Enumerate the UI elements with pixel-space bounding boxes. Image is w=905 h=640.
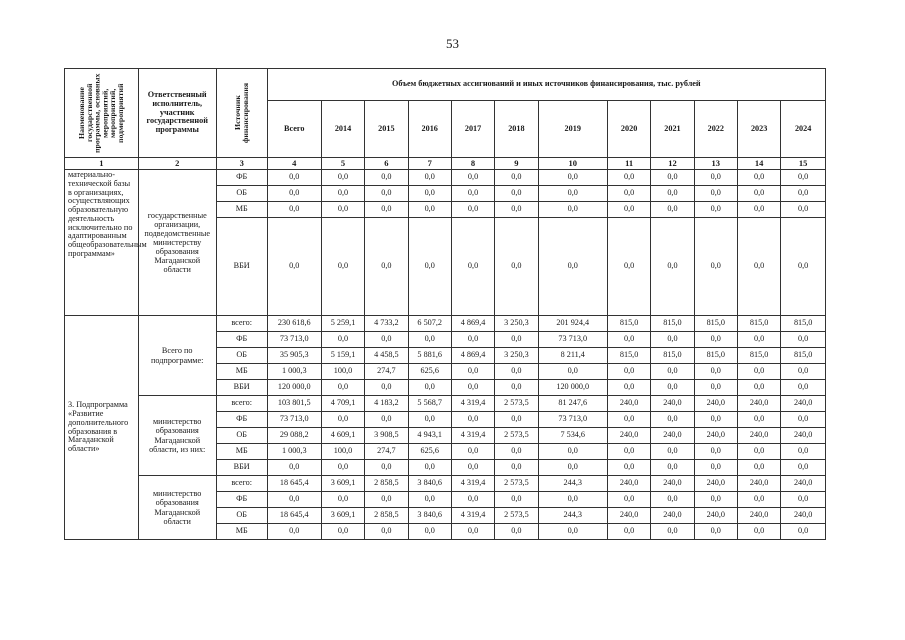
value-cell: 0,0 [737, 332, 780, 348]
value-cell: 0,0 [781, 202, 826, 218]
activity-name: материально-технической базы в организациях, осуществляющих образовательную деятельность исключительно по адаптированным общеобразовательным программам» [65, 170, 139, 316]
value-cell: 244,3 [538, 476, 607, 492]
value-cell: 0,0 [451, 218, 494, 316]
value-cell: 0,0 [607, 332, 650, 348]
column-number: 7 [408, 158, 451, 170]
value-cell: 8 211,4 [538, 348, 607, 364]
value-cell: 0,0 [451, 364, 494, 380]
value-cell: 0,0 [267, 202, 321, 218]
value-cell: 3 840,6 [408, 508, 451, 524]
value-cell: 240,0 [694, 476, 737, 492]
funding-source: всего: [216, 396, 267, 412]
value-cell: 0,0 [781, 380, 826, 396]
value-cell: 5 881,6 [408, 348, 451, 364]
value-cell: 0,0 [651, 380, 694, 396]
value-cell: 0,0 [694, 170, 737, 186]
value-cell: 0,0 [737, 444, 780, 460]
value-cell: 0,0 [321, 412, 364, 428]
value-cell: 0,0 [365, 492, 408, 508]
value-cell: 7 534,6 [538, 428, 607, 444]
value-cell: 0,0 [538, 444, 607, 460]
value-cell: 0,0 [365, 380, 408, 396]
value-cell: 2 858,5 [365, 476, 408, 492]
value-cell: 3 609,1 [321, 476, 364, 492]
value-cell: 0,0 [781, 186, 826, 202]
value-cell: 815,0 [781, 316, 826, 332]
value-cell: 0,0 [651, 460, 694, 476]
table-row [65, 396, 826, 412]
column-number: 1 [65, 158, 139, 170]
column-number: 3 [216, 158, 267, 170]
value-cell: 0,0 [737, 492, 780, 508]
value-cell: 4 609,1 [321, 428, 364, 444]
value-cell: 103 801,5 [267, 396, 321, 412]
value-cell: 0,0 [495, 332, 538, 348]
value-cell: 815,0 [607, 316, 650, 332]
header-year-2017: 2017 [451, 101, 494, 158]
table-row [65, 316, 826, 332]
value-cell: 2 858,5 [365, 508, 408, 524]
value-cell: 0,0 [408, 380, 451, 396]
value-cell: 0,0 [781, 332, 826, 348]
value-cell: 3 840,6 [408, 476, 451, 492]
value-cell: 0,0 [538, 202, 607, 218]
value-cell: 0,0 [267, 460, 321, 476]
value-cell: 0,0 [694, 332, 737, 348]
value-cell: 625,6 [408, 444, 451, 460]
value-cell: 100,0 [321, 444, 364, 460]
value-cell: 0,0 [408, 170, 451, 186]
header-total: Всего [267, 101, 321, 158]
value-cell: 120 000,0 [267, 380, 321, 396]
value-cell: 240,0 [737, 476, 780, 492]
value-cell: 0,0 [451, 380, 494, 396]
value-cell: 0,0 [737, 218, 780, 316]
value-cell: 815,0 [607, 348, 650, 364]
header-year-2022: 2022 [694, 101, 737, 158]
header-year-2024: 2024 [781, 101, 826, 158]
value-cell: 2 573,5 [495, 508, 538, 524]
header-year-2020: 2020 [607, 101, 650, 158]
value-cell: 0,0 [651, 186, 694, 202]
value-cell: 0,0 [365, 524, 408, 540]
value-cell: 6 507,2 [408, 316, 451, 332]
value-cell: 0,0 [538, 218, 607, 316]
funding-source: ФБ [216, 412, 267, 428]
funding-source: ОБ [216, 186, 267, 202]
value-cell: 0,0 [607, 460, 650, 476]
value-cell: 0,0 [538, 364, 607, 380]
value-cell: 0,0 [781, 170, 826, 186]
responsible-executor: министерство образования Магаданской области, из них: [138, 396, 216, 476]
value-cell: 0,0 [651, 170, 694, 186]
value-cell: 0,0 [451, 492, 494, 508]
funding-source: ВБИ [216, 218, 267, 316]
value-cell: 0,0 [781, 412, 826, 428]
funding-source: ОБ [216, 428, 267, 444]
value-cell: 0,0 [495, 412, 538, 428]
page-number: 53 [446, 36, 459, 51]
value-cell: 0,0 [495, 380, 538, 396]
value-cell: 815,0 [694, 316, 737, 332]
value-cell: 0,0 [607, 444, 650, 460]
value-cell: 18 645,4 [267, 476, 321, 492]
value-cell: 0,0 [495, 170, 538, 186]
value-cell: 0,0 [408, 186, 451, 202]
value-cell: 0,0 [737, 380, 780, 396]
value-cell: 4 943,1 [408, 428, 451, 444]
value-cell: 4 458,5 [365, 348, 408, 364]
funding-source: всего: [216, 316, 267, 332]
funding-source: ВБИ [216, 460, 267, 476]
value-cell: 4 709,1 [321, 396, 364, 412]
value-cell: 0,0 [365, 460, 408, 476]
value-cell: 240,0 [607, 428, 650, 444]
subprogram-name: 3. Подпрограмма «Развитие дополнительного образования в Магаданской области» [65, 316, 139, 540]
value-cell: 0,0 [495, 460, 538, 476]
header-year-2023: 2023 [737, 101, 780, 158]
value-cell: 5 568,7 [408, 396, 451, 412]
value-cell: 0,0 [451, 332, 494, 348]
value-cell: 0,0 [651, 332, 694, 348]
value-cell: 0,0 [538, 170, 607, 186]
header-source-col: Источник финансирования [216, 69, 267, 158]
value-cell: 274,7 [365, 364, 408, 380]
table-row [65, 170, 826, 186]
value-cell: 2 573,5 [495, 476, 538, 492]
value-cell: 0,0 [451, 524, 494, 540]
value-cell: 230 618,6 [267, 316, 321, 332]
value-cell: 3 250,3 [495, 348, 538, 364]
value-cell: 0,0 [451, 202, 494, 218]
value-cell: 0,0 [651, 412, 694, 428]
column-number: 14 [737, 158, 780, 170]
value-cell: 73 713,0 [267, 412, 321, 428]
funding-source: МБ [216, 444, 267, 460]
value-cell: 0,0 [365, 186, 408, 202]
value-cell: 240,0 [694, 396, 737, 412]
value-cell: 0,0 [607, 380, 650, 396]
value-cell: 0,0 [451, 170, 494, 186]
value-cell: 0,0 [321, 380, 364, 396]
value-cell: 0,0 [538, 460, 607, 476]
value-cell: 3 908,5 [365, 428, 408, 444]
value-cell: 0,0 [538, 492, 607, 508]
value-cell: 240,0 [694, 508, 737, 524]
value-cell: 240,0 [651, 508, 694, 524]
value-cell: 3 609,1 [321, 508, 364, 524]
value-cell: 0,0 [495, 524, 538, 540]
header-year-2015: 2015 [365, 101, 408, 158]
value-cell: 4 869,4 [451, 316, 494, 332]
value-cell: 3 250,3 [495, 316, 538, 332]
value-cell: 0,0 [321, 460, 364, 476]
funding-source: ФБ [216, 170, 267, 186]
value-cell: 0,0 [607, 170, 650, 186]
value-cell: 4 733,2 [365, 316, 408, 332]
value-cell: 0,0 [694, 380, 737, 396]
value-cell: 240,0 [737, 508, 780, 524]
column-number: 6 [365, 158, 408, 170]
column-number: 12 [651, 158, 694, 170]
value-cell: 0,0 [781, 460, 826, 476]
funding-source: ВБИ [216, 380, 267, 396]
value-cell: 0,0 [694, 186, 737, 202]
funding-source: ФБ [216, 332, 267, 348]
value-cell: 0,0 [451, 412, 494, 428]
value-cell: 18 645,4 [267, 508, 321, 524]
header-volume: Объем бюджетных ассигнований и иных источников финансирования, тыс. рублей [267, 69, 825, 101]
column-number: 13 [694, 158, 737, 170]
value-cell: 0,0 [495, 186, 538, 202]
value-cell: 0,0 [365, 218, 408, 316]
value-cell: 625,6 [408, 364, 451, 380]
table-row [65, 476, 826, 492]
value-cell: 240,0 [607, 476, 650, 492]
value-cell: 0,0 [737, 524, 780, 540]
value-cell: 0,0 [365, 202, 408, 218]
value-cell: 0,0 [737, 460, 780, 476]
value-cell: 0,0 [694, 492, 737, 508]
value-cell: 0,0 [451, 460, 494, 476]
value-cell: 0,0 [267, 492, 321, 508]
value-cell: 0,0 [607, 202, 650, 218]
header-year-2016: 2016 [408, 101, 451, 158]
value-cell: 240,0 [781, 508, 826, 524]
value-cell: 100,0 [321, 364, 364, 380]
value-cell: 0,0 [781, 492, 826, 508]
value-cell: 240,0 [781, 396, 826, 412]
value-cell: 0,0 [321, 170, 364, 186]
responsible-executor: Всего по подпрограмме: [138, 316, 216, 396]
value-cell: 0,0 [607, 218, 650, 316]
value-cell: 0,0 [538, 186, 607, 202]
value-cell: 1 000,3 [267, 444, 321, 460]
value-cell: 73 713,0 [267, 332, 321, 348]
value-cell: 240,0 [607, 508, 650, 524]
value-cell: 0,0 [737, 186, 780, 202]
value-cell: 0,0 [321, 524, 364, 540]
value-cell: 0,0 [321, 186, 364, 202]
value-cell: 0,0 [321, 332, 364, 348]
value-cell: 0,0 [495, 202, 538, 218]
value-cell: 0,0 [781, 218, 826, 316]
funding-source: МБ [216, 524, 267, 540]
value-cell: 0,0 [694, 218, 737, 316]
value-cell: 81 247,6 [538, 396, 607, 412]
value-cell: 4 319,4 [451, 508, 494, 524]
column-number: 8 [451, 158, 494, 170]
value-cell: 5 259,1 [321, 316, 364, 332]
funding-source: ОБ [216, 348, 267, 364]
value-cell: 0,0 [694, 460, 737, 476]
value-cell: 0,0 [495, 492, 538, 508]
value-cell: 201 924,4 [538, 316, 607, 332]
value-cell: 0,0 [781, 364, 826, 380]
value-cell: 0,0 [495, 218, 538, 316]
value-cell: 0,0 [651, 524, 694, 540]
value-cell: 0,0 [408, 492, 451, 508]
value-cell: 0,0 [408, 460, 451, 476]
value-cell: 244,3 [538, 508, 607, 524]
value-cell: 0,0 [267, 186, 321, 202]
value-cell: 0,0 [607, 186, 650, 202]
value-cell: 35 905,3 [267, 348, 321, 364]
value-cell: 240,0 [651, 428, 694, 444]
value-cell: 0,0 [408, 412, 451, 428]
value-cell: 0,0 [737, 170, 780, 186]
value-cell: 0,0 [737, 202, 780, 218]
value-cell: 0,0 [694, 524, 737, 540]
value-cell: 240,0 [651, 476, 694, 492]
responsible-executor: министерство образования Магаданской области [138, 476, 216, 540]
value-cell: 815,0 [781, 348, 826, 364]
column-number: 2 [138, 158, 216, 170]
value-cell: 0,0 [451, 444, 494, 460]
header-year-2019: 2019 [538, 101, 607, 158]
value-cell: 0,0 [651, 364, 694, 380]
value-cell: 274,7 [365, 444, 408, 460]
value-cell: 0,0 [781, 444, 826, 460]
value-cell: 0,0 [321, 492, 364, 508]
value-cell: 0,0 [694, 412, 737, 428]
value-cell: 0,0 [495, 444, 538, 460]
value-cell: 240,0 [607, 396, 650, 412]
funding-source: всего: [216, 476, 267, 492]
column-number: 11 [607, 158, 650, 170]
value-cell: 29 088,2 [267, 428, 321, 444]
value-cell: 0,0 [607, 524, 650, 540]
funding-source: ФБ [216, 492, 267, 508]
value-cell: 0,0 [694, 444, 737, 460]
value-cell: 2 573,5 [495, 396, 538, 412]
value-cell: 0,0 [607, 492, 650, 508]
value-cell: 73 713,0 [538, 332, 607, 348]
value-cell: 0,0 [694, 364, 737, 380]
value-cell: 0,0 [451, 186, 494, 202]
value-cell: 0,0 [607, 412, 650, 428]
value-cell: 0,0 [365, 332, 408, 348]
responsible-executor: государственные организации, подведомственные министерству образования Магаданской области [138, 170, 216, 316]
value-cell: 0,0 [694, 202, 737, 218]
value-cell: 815,0 [651, 316, 694, 332]
value-cell: 0,0 [607, 364, 650, 380]
value-cell: 0,0 [321, 218, 364, 316]
value-cell: 4 869,4 [451, 348, 494, 364]
value-cell: 240,0 [737, 428, 780, 444]
value-cell: 240,0 [781, 476, 826, 492]
column-number: 10 [538, 158, 607, 170]
funding-source: МБ [216, 364, 267, 380]
value-cell: 73 713,0 [538, 412, 607, 428]
value-cell: 0,0 [495, 364, 538, 380]
value-cell: 815,0 [651, 348, 694, 364]
column-number: 5 [321, 158, 364, 170]
header-year-2021: 2021 [651, 101, 694, 158]
value-cell: 240,0 [737, 396, 780, 412]
funding-source: МБ [216, 202, 267, 218]
value-cell: 1 000,3 [267, 364, 321, 380]
value-cell: 0,0 [365, 170, 408, 186]
value-cell: 0,0 [408, 524, 451, 540]
header-year-2014: 2014 [321, 101, 364, 158]
value-cell: 240,0 [651, 396, 694, 412]
column-number: 15 [781, 158, 826, 170]
header-year-2018: 2018 [495, 101, 538, 158]
funding-source: ОБ [216, 508, 267, 524]
value-cell: 0,0 [321, 202, 364, 218]
value-cell: 815,0 [694, 348, 737, 364]
value-cell: 240,0 [781, 428, 826, 444]
value-cell: 0,0 [267, 524, 321, 540]
value-cell: 4 319,4 [451, 396, 494, 412]
column-number: 9 [495, 158, 538, 170]
value-cell: 0,0 [781, 524, 826, 540]
value-cell: 0,0 [737, 412, 780, 428]
value-cell: 815,0 [737, 348, 780, 364]
value-cell: 815,0 [737, 316, 780, 332]
value-cell: 240,0 [694, 428, 737, 444]
value-cell: 0,0 [651, 444, 694, 460]
value-cell: 2 573,5 [495, 428, 538, 444]
column-number: 4 [267, 158, 321, 170]
value-cell: 0,0 [651, 492, 694, 508]
budget-table [64, 68, 826, 540]
value-cell: 0,0 [365, 412, 408, 428]
value-cell: 0,0 [651, 218, 694, 316]
header-name-col: Наименование государственной программы, основных мероприятий, мероприятий, подмероприятий [65, 69, 139, 158]
value-cell: 0,0 [408, 332, 451, 348]
value-cell: 0,0 [267, 170, 321, 186]
value-cell: 4 183,2 [365, 396, 408, 412]
value-cell: 0,0 [538, 524, 607, 540]
value-cell: 0,0 [408, 202, 451, 218]
value-cell: 0,0 [651, 202, 694, 218]
value-cell: 0,0 [737, 364, 780, 380]
value-cell: 0,0 [267, 218, 321, 316]
value-cell: 4 319,4 [451, 476, 494, 492]
value-cell: 5 159,1 [321, 348, 364, 364]
value-cell: 120 000,0 [538, 380, 607, 396]
value-cell: 4 319,4 [451, 428, 494, 444]
value-cell: 0,0 [408, 218, 451, 316]
header-resp-col: Ответственный исполнитель, участник государственной программы [138, 69, 216, 158]
